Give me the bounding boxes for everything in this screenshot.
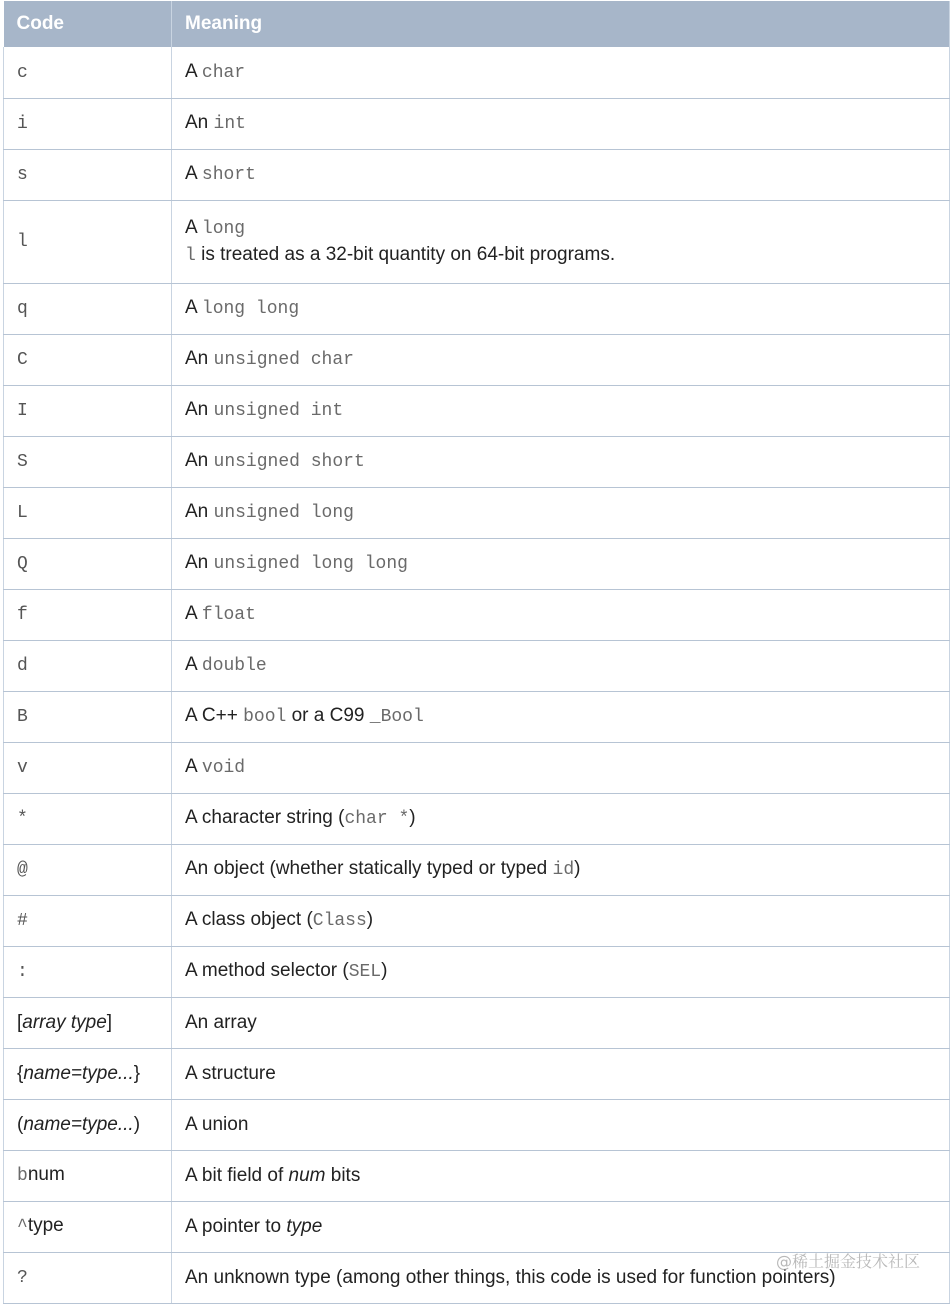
type-name: char [201, 62, 246, 83]
meaning-text: An [185, 348, 214, 369]
meaning-text: ) [409, 807, 416, 828]
type-name: Class [312, 911, 367, 931]
table-row [4, 997, 950, 1048]
meaning-text: A method selector ( [185, 960, 349, 981]
meaning-text: bits [325, 1164, 361, 1186]
meaning-text: A union [185, 1113, 249, 1135]
watermark: @稀土掘金技术社区 [775, 1252, 920, 1271]
meaning-italic: num [288, 1164, 326, 1186]
meaning-text: A C++ [185, 705, 244, 726]
code-placeholder: name=type... [23, 1062, 134, 1084]
meaning-text: ) [381, 960, 388, 981]
meaning-text: A bit field of [185, 1164, 289, 1186]
type-name: long [201, 218, 246, 239]
meaning-text: ) [574, 858, 581, 879]
type-name: unsigned short [213, 452, 365, 472]
code-value: d [17, 656, 28, 676]
table-row [4, 200, 950, 283]
table-row [4, 487, 950, 538]
code-value: * [17, 809, 28, 829]
type-name: unsigned char [213, 350, 354, 370]
code-placeholder: array type [22, 1011, 107, 1033]
type-name: unsigned long long [213, 554, 408, 574]
type-name: char * [344, 809, 410, 829]
meaning-text: A [185, 654, 202, 675]
type-name: float [201, 605, 256, 625]
table-row [4, 334, 950, 385]
type-name: unsigned long [213, 503, 354, 523]
meaning-text: A class object ( [185, 909, 313, 930]
note-text: is treated as a 32-bit quantity on 64-bit programs. [195, 243, 616, 265]
code-placeholder: num [27, 1164, 65, 1185]
meaning-line-1 [185, 215, 949, 242]
code-placeholder: name=type... [23, 1113, 134, 1135]
meaning-text: A [185, 756, 202, 777]
meaning-text: A [185, 60, 202, 82]
code-value: # [17, 911, 28, 931]
meaning-text: ) [366, 909, 374, 930]
code-value: I [17, 401, 28, 421]
code-placeholder: type [27, 1215, 64, 1236]
table-row [4, 742, 950, 793]
meaning-text: A character string ( [185, 807, 345, 828]
table-row [4, 793, 950, 844]
table-row [4, 946, 950, 997]
meaning-text: A pointer to [185, 1215, 287, 1237]
table-row [4, 844, 950, 895]
meaning-text: A [185, 216, 202, 238]
type-name: _Bool [369, 707, 424, 727]
code-bracket: } [133, 1062, 141, 1084]
code-value: C [17, 350, 28, 370]
table-row [4, 589, 950, 640]
meaning-text: A structure [185, 1062, 276, 1084]
code-value: i [17, 114, 28, 134]
header-code: Code [4, 1, 172, 47]
type-name: SEL [348, 962, 382, 982]
table-row [4, 691, 950, 742]
code-value: s [17, 165, 28, 185]
type-name: id [552, 860, 575, 880]
table-row [4, 538, 950, 589]
code-value: ? [17, 1268, 28, 1288]
note-code: l [185, 245, 196, 266]
header-meaning: Meaning [172, 1, 950, 47]
table-row [4, 895, 950, 946]
type-name: long long [201, 299, 300, 319]
code-value: @ [17, 860, 28, 880]
code-bracket: ] [106, 1011, 113, 1033]
table-row [4, 640, 950, 691]
code-bracket: [ [17, 1011, 23, 1033]
meaning-text: A [185, 163, 202, 184]
meaning-note [185, 242, 949, 269]
table-row [4, 1099, 950, 1150]
code-value: ^ [17, 1217, 28, 1237]
meaning-text: An [185, 112, 214, 133]
type-name: unsigned int [213, 401, 344, 421]
header-row [4, 1, 950, 47]
meaning-text: An object (whether statically typed or typed [185, 858, 553, 879]
table-row [4, 1201, 950, 1252]
type-name: short [201, 165, 256, 185]
table-row [4, 436, 950, 487]
table-row [4, 1048, 950, 1099]
type-name: int [213, 114, 246, 134]
table-row [4, 98, 950, 149]
meaning-text: An array [185, 1011, 257, 1033]
code-value: S [17, 452, 28, 472]
code-value: b [17, 1166, 28, 1186]
meaning-text: An [185, 552, 214, 573]
code-bracket: { [17, 1062, 24, 1084]
meaning-text: An [185, 450, 214, 471]
code-value: B [17, 707, 28, 727]
code-value: : [17, 962, 28, 982]
meaning-text: An unknown type (among other things, this code is used for function pointers) [185, 1266, 836, 1288]
meaning-italic: type [286, 1215, 323, 1237]
code-value: l [17, 232, 28, 252]
table-row [4, 385, 950, 436]
table-row [4, 283, 950, 334]
table-row [4, 149, 950, 200]
code-value: v [17, 758, 28, 778]
code-value: c [17, 62, 28, 83]
meaning-text: or a C99 [286, 705, 370, 726]
table-row [4, 1150, 950, 1201]
type-name: double [201, 656, 267, 676]
meaning-text: A [185, 603, 202, 624]
code-value: Q [17, 554, 28, 574]
meaning-text: An [185, 399, 214, 420]
type-name: bool [243, 707, 287, 727]
type-name: void [201, 758, 246, 778]
meaning-text: An [185, 501, 214, 522]
code-bracket: ) [133, 1113, 141, 1135]
code-value: q [17, 299, 28, 319]
table-row [4, 47, 950, 98]
meaning-text: A [185, 297, 202, 318]
code-value: L [17, 503, 28, 523]
code-bracket: ( [17, 1113, 24, 1135]
code-value: f [17, 605, 28, 625]
type-encoding-table [3, 1, 950, 1304]
